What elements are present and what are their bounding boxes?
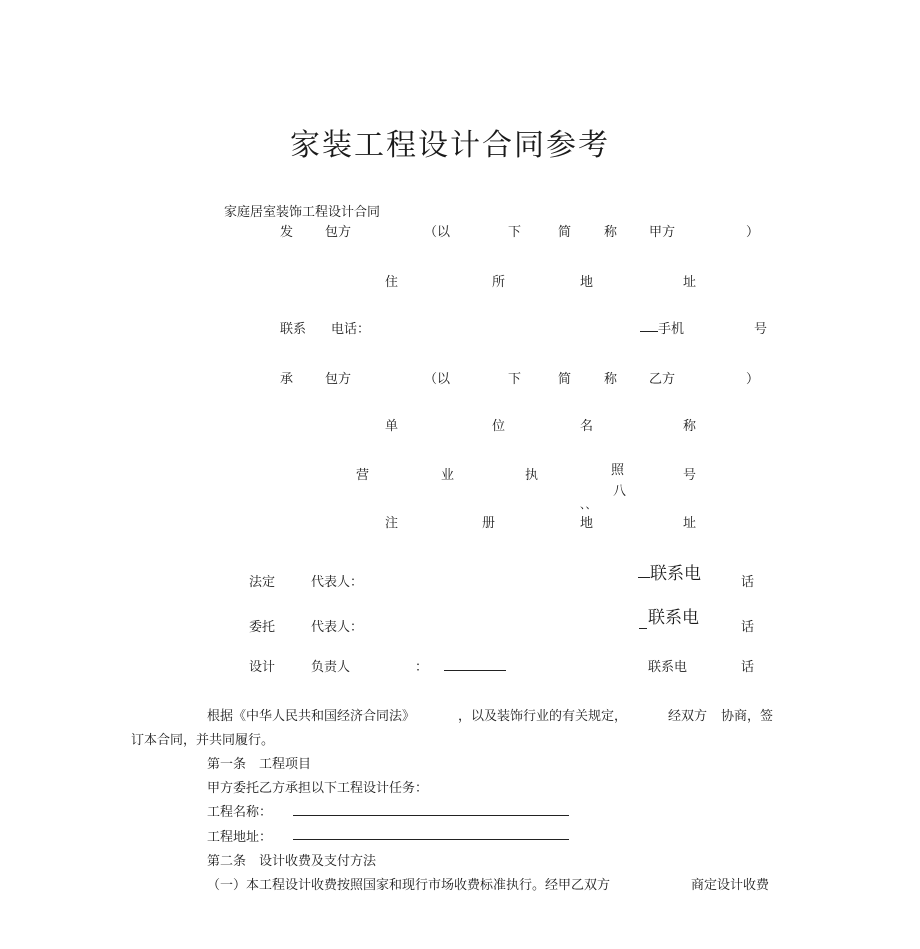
preamble-text: 订本合同，并共同履行。 — [131, 733, 275, 748]
party-a-label: 甲方 — [649, 225, 676, 240]
registered-char: 册 — [482, 516, 496, 531]
party-b-char: 下 — [508, 372, 522, 387]
party-a-char: 发 — [280, 225, 294, 240]
license-char: 号 — [683, 468, 697, 483]
legal-contact-end: 话 — [741, 575, 755, 590]
party-a-char: 称 — [604, 225, 618, 240]
project-name-label: 工程名称： — [207, 805, 273, 820]
article-2-heading: 第二条 设计收费及支付方法 — [207, 854, 377, 869]
license-char: 八 — [613, 484, 627, 499]
license-char: 营 — [356, 468, 370, 483]
party-b-char: ） — [746, 372, 760, 387]
design-contact-label: 联系电 — [648, 660, 688, 675]
mobile-label: 手机 — [658, 322, 685, 337]
design-blank-line — [444, 670, 506, 671]
entrust-label: 委托 — [249, 620, 276, 635]
party-b-char: 称 — [604, 372, 618, 387]
phone-label: 联系 — [280, 322, 307, 337]
entrust-blank-line — [639, 628, 647, 629]
address-char: 住 — [385, 275, 399, 290]
unit-char: 位 — [492, 419, 506, 434]
article-1-heading: 第一条 工程项目 — [207, 757, 312, 772]
entrust-label: 代表人： — [311, 620, 364, 635]
preamble-text: 根据《中华人民共和国经济合同法》 — [207, 709, 416, 724]
project-name-line — [293, 815, 569, 816]
entrust-contact-end: 话 — [741, 620, 755, 635]
party-a-char: ） — [746, 225, 760, 240]
preamble-text: 经双方 — [668, 709, 708, 724]
registered-char: 地 — [580, 516, 594, 531]
legal-label: 代表人： — [311, 575, 364, 590]
preamble-text: ，以及装饰行业的有关规定， — [458, 709, 628, 724]
project-address-label: 工程地址： — [207, 830, 273, 845]
entrust-contact-label: 联系电 — [648, 608, 699, 628]
license-char: 照 — [611, 463, 625, 478]
party-b-char: 承 — [280, 372, 294, 387]
address-char: 址 — [683, 275, 697, 290]
party-a-char: 下 — [508, 225, 522, 240]
article-2-text: （一）本工程设计收费按照国家和现行市场收费标准执行。经甲乙双方 — [207, 878, 611, 893]
unit-char: 名 — [580, 419, 594, 434]
party-b-char: （以 — [424, 372, 451, 387]
contract-subtitle: 家庭居室装饰工程设计合同 — [224, 205, 381, 220]
project-address-line — [293, 839, 569, 840]
legal-blank-line — [638, 577, 650, 578]
design-colon: ： — [415, 660, 429, 675]
address-char: 所 — [492, 275, 506, 290]
party-a-char: 包方 — [325, 225, 352, 240]
legal-label: 法定 — [249, 575, 276, 590]
license-char: 执 — [525, 468, 539, 483]
design-contact-end: 话 — [741, 660, 755, 675]
article-2-text: 商定设计收费 — [691, 878, 770, 893]
registered-marks: 、、 — [580, 498, 597, 511]
phone-label: 电话： — [331, 322, 371, 337]
party-a-char: （以 — [424, 225, 451, 240]
party-b-char: 简 — [558, 372, 572, 387]
unit-char: 称 — [683, 419, 697, 434]
legal-contact-label: 联系电 — [650, 564, 701, 584]
party-a-char: 简 — [558, 225, 572, 240]
registered-char: 注 — [385, 516, 399, 531]
party-b-char: 包方 — [325, 372, 352, 387]
unit-char: 单 — [385, 419, 399, 434]
mobile-number-label: 号 — [754, 322, 768, 337]
phone-blank-line — [640, 331, 658, 332]
article-1-text: 甲方委托乙方承担以下工程设计任务： — [207, 781, 429, 796]
party-b-label: 乙方 — [649, 372, 676, 387]
preamble-text: 协商，签 — [721, 709, 774, 724]
design-label: 设计 — [249, 660, 276, 675]
document-title: 家装工程设计合同参考 — [290, 128, 610, 163]
license-char: 业 — [441, 468, 455, 483]
design-label: 负责人 — [311, 660, 351, 675]
registered-char: 址 — [683, 516, 697, 531]
address-char: 地 — [580, 275, 594, 290]
